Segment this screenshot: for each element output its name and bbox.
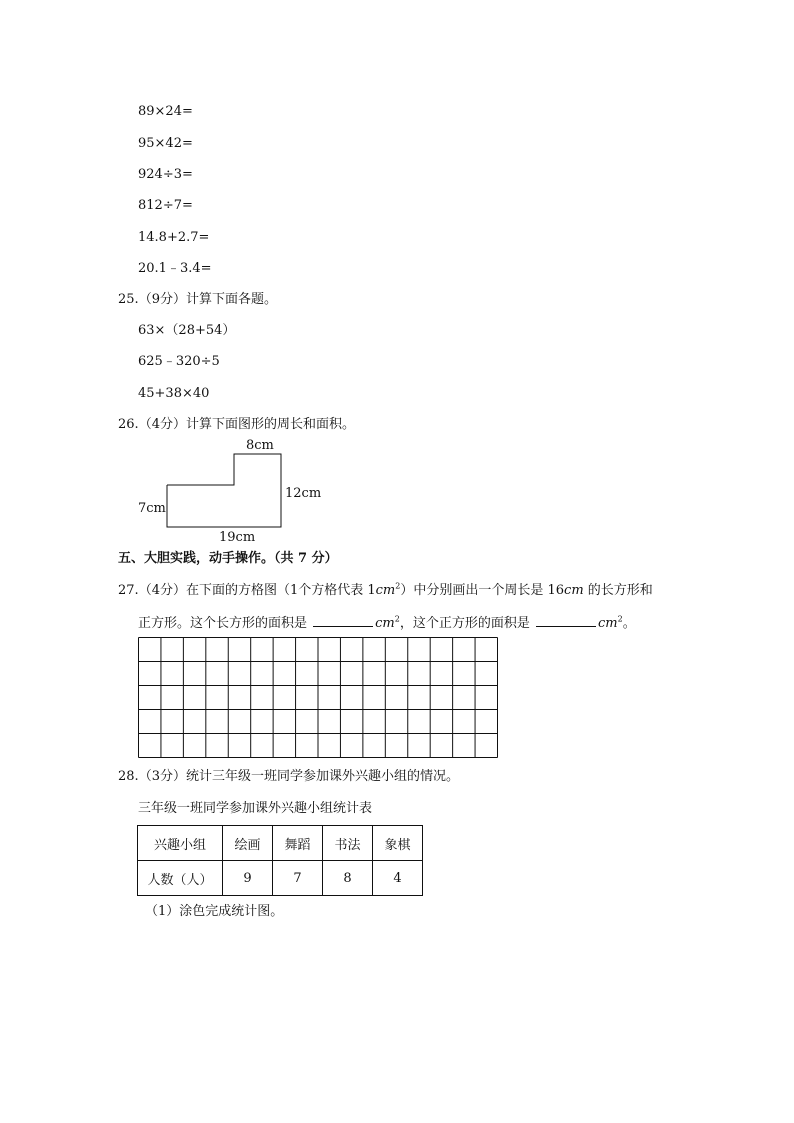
table-cell: 8 <box>323 861 373 896</box>
table-cell: 9 <box>223 861 273 896</box>
figure-label-bottom: 19cm <box>219 530 256 545</box>
q27-line2-end: 。 <box>622 616 636 631</box>
q26-number: 26. <box>118 417 139 432</box>
table-cell: 舞蹈 <box>273 826 323 861</box>
unit-exponent: 2 <box>617 614 623 624</box>
table-cell: 人数（人） <box>138 861 223 896</box>
table-cell: 兴趣小组 <box>138 826 223 861</box>
q25-score: （9分） <box>138 292 186 307</box>
q28-header <box>118 769 459 785</box>
square-grid[interactable] <box>138 637 498 758</box>
table-cell: 书法 <box>323 826 373 861</box>
stat-table <box>137 825 423 896</box>
unit-exponent: 2 <box>395 581 401 591</box>
q25-item: 45+38×40 <box>138 386 210 401</box>
answer-blank-rectangle[interactable] <box>313 614 373 627</box>
calc-item: 89×24= <box>138 104 193 119</box>
q27-score: （4分） <box>138 583 186 598</box>
answer-blank-square[interactable] <box>536 614 596 627</box>
q25-prompt: 计算下面各题。 <box>185 292 277 307</box>
q27-line1 <box>118 583 653 599</box>
q27-text-a: 在下面的方格图（1个方格代表 1 <box>185 583 376 598</box>
q27-text-c: 的长方形和 <box>583 583 653 598</box>
q27-line2-b: ，这个正方形的面积是 <box>399 616 530 631</box>
unit-cm: cm <box>375 616 395 631</box>
table-cell: 绘画 <box>223 826 273 861</box>
calc-item: 20.1﹣3.4= <box>138 261 212 276</box>
q27-text-b: ）中分别画出一个周长是 16 <box>400 583 565 598</box>
q25-number: 25. <box>118 292 139 307</box>
q26-score: （4分） <box>138 417 186 432</box>
l-shape-outline <box>167 454 281 527</box>
calc-item: 95×42= <box>138 136 193 151</box>
calc-item: 14.8+2.7= <box>138 230 210 245</box>
figure-label-right: 12cm <box>285 486 322 501</box>
table-title: 三年级一班同学参加课外兴趣小组统计表 <box>138 801 373 816</box>
q25-item: 63×（28+54） <box>138 323 236 338</box>
q26-prompt: 计算下面图形的周长和面积。 <box>185 417 355 432</box>
q25-item: 625﹣320÷5 <box>138 354 220 369</box>
table-cell: 4 <box>373 861 423 896</box>
unit-cm: cm <box>598 616 618 631</box>
table-row <box>138 861 423 896</box>
figure-label-left: 7cm <box>138 501 166 516</box>
q28-prompt: 统计三年级一班同学参加课外兴趣小组的情况。 <box>185 769 459 784</box>
table-cell: 7 <box>273 861 323 896</box>
figure-label-top: 8cm <box>246 438 274 453</box>
q28-sub: （1）涂色完成统计图。 <box>145 904 284 919</box>
q27-line2-a: 正方形。这个长方形的面积是 <box>138 616 308 631</box>
unit-exponent: 2 <box>394 614 400 624</box>
calc-item: 812÷7= <box>138 198 193 213</box>
table-header-row <box>138 826 423 861</box>
q28-score: （3分） <box>138 769 186 784</box>
calc-item: 924÷3= <box>138 167 193 182</box>
q27-number: 27. <box>118 583 139 598</box>
unit-cm: cm <box>375 583 396 598</box>
q28-number: 28. <box>118 769 139 784</box>
q27-line2 <box>138 614 636 632</box>
table-cell: 象棋 <box>373 826 423 861</box>
section-title: 五、大胆实践，动手操作。（共 7 分） <box>118 551 338 566</box>
unit-cm: cm <box>564 583 584 598</box>
